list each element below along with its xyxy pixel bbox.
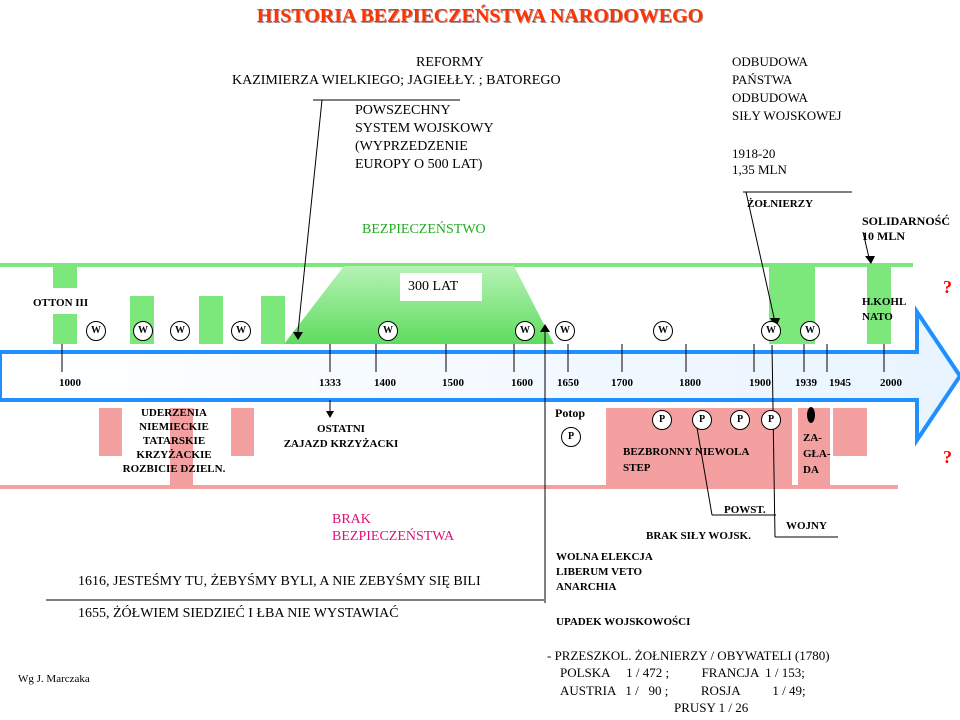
no-military-label: BRAK SIŁY WOJSK.	[646, 530, 751, 542]
trained-label: - PRZESZKOL. ŻOŁNIERZY / OBYWATELI (1780)	[547, 648, 830, 663]
uprising-circle: P	[652, 410, 672, 430]
potop-label: Potop	[555, 406, 585, 420]
universal-system: POWSZECHNY SYSTEM WOJSKOWY (WYPRZEDZENIE EUROPY O 500 LAT)	[355, 103, 494, 172]
timeline-year: 1939	[795, 377, 817, 389]
timeline-year: 1600	[511, 377, 533, 389]
timeline-year: 1500	[442, 377, 464, 389]
timeline-year: 1400	[374, 377, 396, 389]
soldiers-label: ŻOŁNIERZY	[747, 198, 814, 210]
soldiers-count: 1918-20 1,35 MLN	[732, 146, 787, 177]
defenseless-label: BEZBRONNY NIEWOLA STEP	[623, 446, 750, 474]
ratios-row-1: POLSKA 1 / 472 ; FRANCJA 1 / 153;	[560, 665, 805, 680]
green-block	[199, 296, 223, 344]
solidarity-arrowhead	[865, 256, 875, 264]
solidarity-label: SOLIDARNOŚĆ 10 MLN	[862, 214, 951, 243]
war-circle: W	[800, 321, 820, 341]
attacks-label: UDERZENIA NIEMIECKIE TATARSKIE KRZYŻACKIE ROZBICIE DZIELN.	[122, 407, 226, 475]
zaglada-label: ZA- GŁA- DA	[803, 432, 831, 476]
timeline-year: 1333	[319, 377, 341, 389]
page-title: HISTORIA BEZPIECZEŃSTWA NARODOWEGO	[256, 5, 704, 27]
otton-label: OTTON III	[33, 297, 89, 309]
zaglada-marker	[807, 407, 815, 423]
timeline-year: 1900	[749, 377, 771, 389]
author-credit: Wg J. Marczaka	[18, 673, 90, 685]
war-circle: W	[86, 321, 106, 341]
war-circle: W	[653, 321, 673, 341]
quote-1616: 1616, JESTEŚMY TU, ŻEBYŚMY BYLI, A NIE ZEBYŚMY SIĘ BILI	[78, 574, 481, 589]
war-circle: W	[378, 321, 398, 341]
timeline-year: 1650	[557, 377, 579, 389]
300-years-label: 300 LAT	[408, 279, 459, 294]
uprising-circle: P	[761, 410, 781, 430]
ratios-row-3: PRUSY 1 / 26	[674, 700, 749, 715]
wojny-label: WOJNY	[786, 520, 827, 532]
war-circle: W	[133, 321, 153, 341]
uprising-circle: P	[561, 427, 581, 447]
uprising-circle: P	[692, 410, 712, 430]
war-circle: W	[170, 321, 190, 341]
war-circle: W	[555, 321, 575, 341]
decline-label: UPADEK WOJSKOWOŚCI	[556, 616, 691, 628]
red-block	[833, 408, 867, 456]
last-raid-label: OSTATNI ZAJAZD KRZYŻACKI	[283, 423, 399, 450]
timeline-year: 1700	[611, 377, 633, 389]
timeline-year: 1945	[829, 377, 851, 389]
war-circle: W	[515, 321, 535, 341]
war-circle: W	[761, 321, 781, 341]
insecurity-label: BRAK BEZPIECZEŃSTWA	[332, 512, 455, 544]
powst-label: POWST.	[724, 504, 766, 516]
war-circle: W	[231, 321, 251, 341]
quote-1655: 1655, ŻÓŁWIEM SIEDZIEĆ I ŁBA NIE WYSTAWIAĆ	[78, 606, 399, 621]
rebuild-state: ODBUDOWA PAŃSTWA ODBUDOWA SIŁY WOJSKOWEJ	[732, 54, 842, 123]
green-block	[261, 296, 285, 344]
timeline-year: 2000	[880, 377, 902, 389]
green-block	[53, 263, 77, 288]
reforms-title: REFORMY	[416, 55, 484, 70]
uprising-circle: P	[730, 410, 750, 430]
question-bottom: ?	[943, 447, 952, 467]
election-label: WOLNA ELEKCJA LIBERUM VETO ANARCHIA	[556, 551, 653, 593]
kohl-label: H.KOHL NATO	[862, 296, 907, 323]
timeline-year: 1000	[59, 377, 81, 389]
security-label: BEZPIECZEŃSTWO	[362, 222, 486, 237]
reforms-pointer	[298, 100, 322, 332]
last-raid-arrowhead	[326, 411, 334, 418]
timeline-year: 1800	[679, 377, 701, 389]
question-top: ?	[943, 277, 952, 297]
green-block	[53, 314, 77, 344]
reforms-names: KAZIMIERZA WIELKIEGO; JAGIEŁŁY. ; BATOREGO	[232, 73, 561, 88]
ratios-row-2: AUSTRIA 1 / 90 ; ROSJA 1 / 49;	[560, 683, 806, 698]
